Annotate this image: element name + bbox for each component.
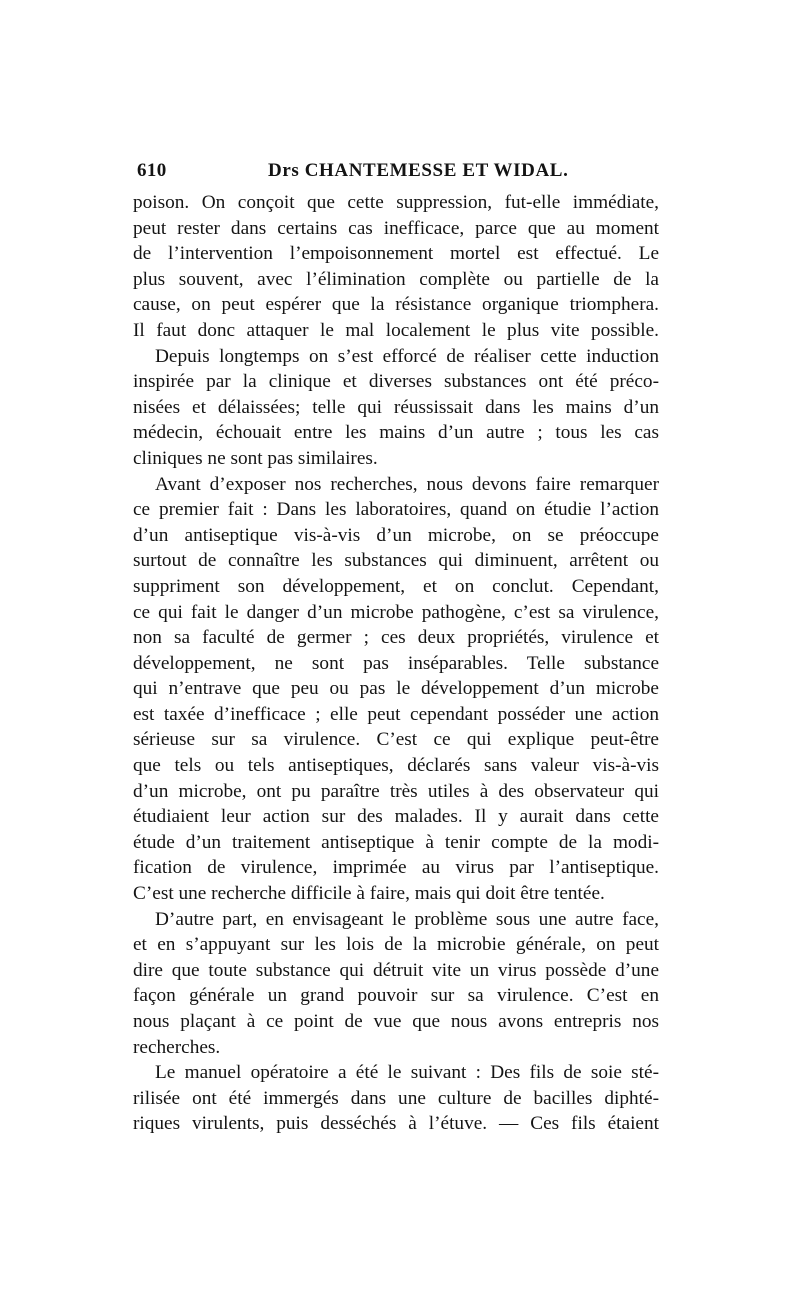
text-line: et en s’appuyant sur les lois de la microbie générale, on peut: [133, 934, 659, 956]
text-line: nous plaçant à ce point de vue que nous avons entrepris nos: [133, 1011, 659, 1032]
text-line: surtout de connaître les substances qui diminuent, arrêtent ou: [133, 550, 659, 572]
page-header: [137, 154, 657, 184]
text-line: d’un antiseptique vis-à-vis d’un microbe, on se préoccupe: [133, 524, 659, 546]
text-line: d’un microbe, ont pu paraître très utiles à des observateur qui: [133, 780, 659, 802]
text-line: D’autre part, en envisageant le problème sous une autre face,: [155, 908, 659, 930]
text-line: que tels ou tels antiseptiques, déclarés sans valeur vis-à-vis: [133, 755, 659, 777]
text-line: poison. On conçoit que cette suppression, fut-elle immédiate,: [133, 192, 659, 213]
running-head: Drs CHANTEMESSE ET WIDAL.: [268, 160, 569, 181]
text-line: plus souvent, avec l’élimination complète ou partielle de la: [133, 268, 659, 290]
text-line: développement, ne sont pas inséparables. Telle substance: [133, 652, 659, 674]
text-line: de l’intervention l’empoisonnement mortel est effectué. Le: [133, 243, 659, 265]
text-line: non sa faculté de germer ; ces deux propriétés, virulence et: [133, 627, 659, 649]
text-line: Depuis longtemps on s’est efforcé de réaliser cette induction: [155, 345, 659, 367]
text-line: qui n’entrave que peu ou pas le développement d’un microbe: [133, 678, 659, 700]
text-line: peut rester dans certains cas inefficace, parce que au moment: [133, 217, 659, 239]
text-line: sérieuse sur sa virulence. C’est ce qui explique peut-être: [133, 729, 659, 751]
text-line: étude d’un traitement antiseptique à tenir compte de la modi-: [133, 831, 659, 853]
text-line: est taxée d’inefficace ; elle peut cependant posséder une action: [133, 703, 659, 725]
text-line: médecin, échouait entre les mains d’un autre ; tous les cas: [133, 422, 659, 444]
text-line: nisées et délaissées; telle qui réussissait dans les mains d’un: [133, 396, 659, 418]
text-line: ce qui fait le danger d’un microbe pathogène, c’est sa virulence,: [133, 601, 659, 623]
text-line: fication de virulence, imprimée au virus par l’antiseptique.: [133, 857, 659, 879]
text-line: cause, on peut espérer que la résistance organique triomphera.: [133, 294, 659, 316]
page-number: 610: [137, 160, 167, 181]
text-line: inspirée par la clinique et diverses substances ont été préco-: [133, 371, 659, 393]
body-text: [133, 190, 659, 1137]
text-line: étudiaient leur action sur des malades. Il y aurait dans cette: [133, 806, 659, 828]
text-line: façon générale un grand pouvoir sur sa virulence. C’est en: [133, 985, 659, 1007]
text-line: Il faut donc attaquer le mal localement le plus vite possible.: [133, 319, 659, 341]
text-line: cliniques ne sont pas similaires.: [133, 447, 378, 469]
text-line: suppriment son développement, et on conclut. Cependant,: [133, 575, 659, 597]
text-line: dire que toute substance qui détruit vite un virus possède d’une: [133, 959, 659, 981]
text-line: Le manuel opératoire a été le suivant : Des fils de soie sté-: [155, 1062, 659, 1084]
text-line: Avant d’exposer nos recherches, nous devons faire remarquer: [155, 473, 659, 495]
text-line: C’est une recherche difficile à faire, mais qui doit être tentée.: [133, 883, 605, 905]
text-line: rilisée ont été immergés dans une culture de bacilles diphté-: [133, 1087, 659, 1109]
text-line: ce premier fait : Dans les laboratoires, quand on étudie l’action: [133, 499, 659, 521]
text-line: riques virulents, puis desséchés à l’étuve. — Ces fils étaient: [133, 1113, 659, 1135]
text-line: recherches.: [133, 1036, 221, 1058]
